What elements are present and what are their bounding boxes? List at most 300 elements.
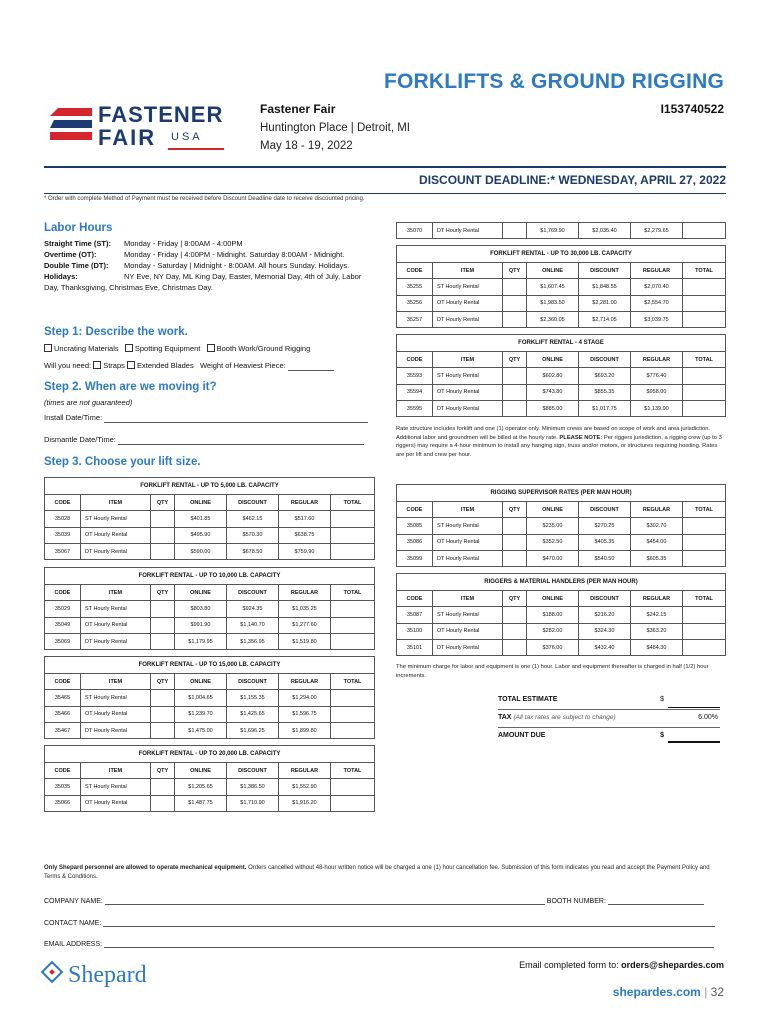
event-name: Fastener Fair [260, 102, 336, 116]
column-header-code: CODE [397, 263, 433, 279]
online-price: $282.00 [527, 623, 579, 639]
regular-price: $1,916.20 [279, 795, 331, 811]
column-header-online: ONLINE [175, 763, 227, 779]
column-header-online: ONLINE [175, 585, 227, 601]
regular-price: $3,039.75 [631, 311, 683, 327]
qty-field[interactable] [503, 607, 527, 623]
table-row [45, 543, 375, 559]
total-field[interactable] [683, 311, 726, 327]
dismantle-field[interactable] [118, 437, 364, 445]
table-caption-row [45, 478, 375, 495]
item-cell: DT Hourly Rental [433, 400, 503, 416]
discount-price: $924.35 [227, 601, 279, 617]
will-you-need-label: Will you need: [44, 361, 92, 370]
column-header-discount: DISCOUNT [227, 763, 279, 779]
qty-field[interactable] [151, 633, 175, 649]
operator-policy: Only Shepard personnel are allowed to operate mechanical equipment. [44, 865, 247, 871]
amount-due-field[interactable] [668, 741, 720, 743]
total-field[interactable] [331, 779, 375, 795]
item-cell: OT Hourly Rental [433, 623, 503, 639]
item-cell: ST Hourly Rental [81, 511, 151, 527]
column-header-qty: QTY [151, 763, 175, 779]
column-header-regular: REGULAR [279, 674, 331, 690]
logo-word-fastener: FASTENER [98, 102, 224, 127]
column-header-discount: DISCOUNT [227, 585, 279, 601]
qty-field[interactable] [151, 543, 175, 559]
table-row [45, 617, 375, 633]
qty-field[interactable] [503, 295, 527, 311]
contact-row [44, 919, 726, 927]
table-row [397, 279, 726, 295]
total-field[interactable] [683, 368, 726, 384]
ot-text: Monday - Friday | 4:00PM - Midnight. Saturday 8:00AM - Midnight. [124, 250, 345, 259]
discount-price: $270.25 [579, 518, 631, 534]
column-header-code: CODE [45, 674, 81, 690]
online-price: $1,983.50 [527, 295, 579, 311]
table-row [397, 518, 726, 534]
total-field[interactable] [331, 795, 375, 811]
item-cell: ST Hourly Rental [81, 779, 151, 795]
code-cell: 35066 [45, 795, 81, 811]
table-forklift-20000 [44, 745, 375, 812]
amount-due-row [498, 732, 720, 746]
total-field[interactable] [683, 295, 726, 311]
table-caption: FORKLIFT RENTAL - UP TO 15,000 LB. CAPACITY [45, 657, 375, 674]
column-header-total: TOTAL [331, 763, 375, 779]
regular-price: $776.40 [631, 368, 683, 384]
total-field[interactable] [683, 550, 726, 566]
discount-price: $540.50 [579, 550, 631, 566]
regular-price: $1,552.90 [279, 779, 331, 795]
table-row [397, 534, 726, 550]
column-header-online: ONLINE [527, 263, 579, 279]
column-header-item: ITEM [433, 263, 503, 279]
site-link[interactable]: shepardes.com [612, 985, 701, 999]
online-price: $401.85 [175, 511, 227, 527]
online-price: $470.00 [527, 550, 579, 566]
table-header-row [45, 674, 375, 690]
booth-work-label: Booth Work/Ground Rigging [216, 344, 311, 353]
column-header-total: TOTAL [331, 495, 375, 511]
item-cell: OT Hourly Rental [433, 534, 503, 550]
online-price: $495.90 [175, 527, 227, 543]
table-header-row [397, 263, 726, 279]
online-price: $743.80 [527, 384, 579, 400]
event-id: I153740522 [660, 102, 724, 116]
total-field[interactable] [683, 223, 726, 239]
table-forklift-20000-continued [396, 222, 726, 239]
regular-price: $958.00 [631, 384, 683, 400]
column-header-discount: DISCOUNT [579, 352, 631, 368]
total-field[interactable] [331, 633, 375, 649]
dt-text: Monday - Saturday | Midnight - 8:00AM. All hours Sunday. Holidays. [124, 261, 350, 270]
regular-price: $363.20 [631, 623, 683, 639]
online-price: $235.00 [527, 518, 579, 534]
regular-price: $1,519.80 [279, 633, 331, 649]
table-row [397, 384, 726, 400]
column-header-total: TOTAL [683, 352, 726, 368]
code-cell: 35029 [45, 601, 81, 617]
step3-heading: Step 3. Choose your lift size. [44, 456, 201, 468]
code-cell: 35087 [397, 607, 433, 623]
tax-row [498, 714, 720, 728]
table-row [397, 639, 726, 655]
contact-field[interactable] [103, 919, 715, 927]
table-row [45, 527, 375, 543]
table-rigging-supervisor [396, 484, 726, 567]
code-cell: 35466 [45, 706, 81, 722]
discount-price: $855.35 [579, 384, 631, 400]
table-row [397, 368, 726, 384]
item-cell: ST Hourly Rental [81, 690, 151, 706]
table-header-row [45, 763, 375, 779]
code-cell: 35256 [397, 295, 433, 311]
table-caption-row [45, 568, 375, 585]
online-price: $1,475.00 [175, 722, 227, 738]
email-row [44, 940, 726, 948]
online-price: $602.80 [527, 368, 579, 384]
due-currency: $ [660, 732, 664, 739]
regular-price: $2,279.65 [631, 223, 683, 239]
table-header-row [397, 352, 726, 368]
column-header-qty: QTY [503, 352, 527, 368]
online-price: $1,607.45 [527, 279, 579, 295]
column-header-regular: REGULAR [631, 591, 683, 607]
code-cell: 35255 [397, 279, 433, 295]
discount-price: $1,386.50 [227, 779, 279, 795]
table-forklift-30000 [396, 245, 726, 328]
total-field[interactable] [683, 518, 726, 534]
table-header-row [397, 591, 726, 607]
discount-price: $1,710.90 [227, 795, 279, 811]
qty-field[interactable] [151, 511, 175, 527]
tax-note: (All tax rates are subject to change) [513, 714, 616, 721]
item-cell: OT Hourly Rental [433, 295, 503, 311]
column-header-qty: QTY [151, 585, 175, 601]
column-header-regular: REGULAR [631, 502, 683, 518]
fastener-fair-logo [48, 104, 228, 152]
code-cell: 35101 [397, 639, 433, 655]
total-field[interactable] [683, 607, 726, 623]
qty-field[interactable] [503, 550, 527, 566]
qty-field[interactable] [151, 690, 175, 706]
table-forklift-15000 [44, 656, 375, 739]
qty-field[interactable] [503, 279, 527, 295]
uncrating-checkbox[interactable] [44, 344, 52, 352]
email-instruction-text: Email completed form to: [519, 960, 619, 970]
regular-price: $1,035.25 [279, 601, 331, 617]
qty-field[interactable] [151, 617, 175, 633]
discount-deadline: DISCOUNT DEADLINE:* WEDNESDAY, APRIL 27, 2022 [419, 173, 726, 187]
column-header-qty: QTY [151, 674, 175, 690]
qty-field[interactable] [503, 311, 527, 327]
total-estimate-row [498, 696, 720, 710]
dismantle-row [44, 434, 376, 445]
rigging-note-text: Rate structure includes forklift and one (1) operator only. Minimum crews are based on scope of work and area jurisdiction. Additional labor and groundmen will be billed at the hourly rate. [396, 426, 711, 441]
table-caption-row [397, 485, 726, 502]
qty-field[interactable] [151, 795, 175, 811]
column-header-item: ITEM [433, 502, 503, 518]
total-field[interactable] [331, 527, 375, 543]
discount-price: $678.50 [227, 543, 279, 559]
qty-field[interactable] [503, 400, 527, 416]
please-note-label: PLEASE NOTE: [559, 434, 603, 441]
table-forklift-10000 [44, 567, 375, 650]
column-header-item: ITEM [433, 591, 503, 607]
column-header-total: TOTAL [683, 591, 726, 607]
table-forklift-5000 [44, 477, 375, 560]
discount-price: $693.20 [579, 368, 631, 384]
total-field[interactable] [331, 511, 375, 527]
item-cell: DT Hourly Rental [433, 550, 503, 566]
online-price: $991.90 [175, 617, 227, 633]
table-riggers-handlers [396, 573, 726, 656]
table-caption: FORKLIFT RENTAL - UP TO 30,000 LB. CAPACITY [397, 246, 726, 263]
item-cell: DT Hourly Rental [433, 639, 503, 655]
table-row [45, 601, 375, 617]
column-header-qty: QTY [503, 502, 527, 518]
contact-label: CONTACT NAME: [44, 920, 102, 927]
table-row [45, 690, 375, 706]
rigging-note [396, 425, 726, 459]
total-field[interactable] [683, 279, 726, 295]
email-field[interactable] [104, 940, 714, 948]
discount-price: $570.30 [227, 527, 279, 543]
holidays-label: Holidays: [44, 272, 78, 281]
column-header-code: CODE [45, 495, 81, 511]
code-cell: 35028 [45, 511, 81, 527]
code-cell: 35070 [397, 223, 433, 239]
minimum-charge-note: The minimum charge for labor and equipment is one (1) hour. Labor and equipment thereafter is charged in half (1/2) hour increments. [396, 664, 709, 679]
column-header-online: ONLINE [175, 495, 227, 511]
online-price: $2,360.05 [527, 311, 579, 327]
regular-price: $242.15 [631, 607, 683, 623]
discount-price: $1,356.95 [227, 633, 279, 649]
item-cell: DT Hourly Rental [81, 543, 151, 559]
qty-field[interactable] [503, 623, 527, 639]
step1-options [44, 343, 374, 354]
extended-blades-label: Extended Blades [136, 361, 194, 370]
total-estimate-field[interactable] [668, 696, 720, 708]
total-field[interactable] [331, 722, 375, 738]
qty-field[interactable] [151, 601, 175, 617]
table-caption: RIGGERS & MATERIAL HANDLERS (PER MAN HOUR) [397, 574, 726, 591]
discount-price: $1,017.75 [579, 400, 631, 416]
discount-price: $324.30 [579, 623, 631, 639]
table-row [397, 400, 726, 416]
column-header-discount: DISCOUNT [579, 263, 631, 279]
discount-price: $462.15 [227, 511, 279, 527]
total-field[interactable] [331, 617, 375, 633]
logo-underline [168, 148, 224, 150]
regular-price: $454.00 [631, 534, 683, 550]
table-caption: RIGGING SUPERVISOR RATES (PER MAN HOUR) [397, 485, 726, 502]
table-caption-row [397, 246, 726, 263]
code-cell: 35067 [45, 543, 81, 559]
item-cell: ST Hourly Rental [433, 368, 503, 384]
table-caption: FORKLIFT RENTAL - UP TO 20,000 LB. CAPACITY [45, 746, 375, 763]
item-cell: DT Hourly Rental [81, 722, 151, 738]
total-field[interactable] [331, 690, 375, 706]
code-cell: 35467 [45, 722, 81, 738]
column-header-qty: QTY [151, 495, 175, 511]
regular-price: $759.90 [279, 543, 331, 559]
spotting-checkbox[interactable] [125, 344, 133, 352]
qty-field[interactable] [503, 518, 527, 534]
column-header-total: TOTAL [331, 674, 375, 690]
booth-label: BOOTH NUMBER: [546, 898, 606, 905]
total-estimate-label: TOTAL ESTIMATE [498, 696, 558, 703]
deadline-bar [44, 166, 726, 194]
regular-price: $484.30 [631, 639, 683, 655]
column-header-item: ITEM [81, 763, 151, 779]
labor-hours-heading: Labor Hours [44, 222, 113, 234]
code-cell: 35049 [45, 617, 81, 633]
dismantle-label: Dismantle Date/Time: [44, 435, 116, 444]
code-cell: 35595 [397, 400, 433, 416]
page-title: FORKLIFTS & GROUND RIGGING [383, 70, 724, 93]
discount-price: $405.35 [579, 534, 631, 550]
qty-field[interactable] [503, 639, 527, 655]
qty-field[interactable] [503, 534, 527, 550]
email-instruction [420, 960, 724, 970]
page-number: 32 [710, 985, 724, 999]
total-currency: $ [660, 696, 664, 703]
regular-price: $1,899.80 [279, 722, 331, 738]
item-cell: ST Hourly Rental [81, 601, 151, 617]
company-label: COMPANY NAME: [44, 898, 103, 905]
orders-email[interactable]: orders@shepardes.com [621, 960, 724, 970]
step2-heading: Step 2. When are we moving it? [44, 381, 217, 393]
code-cell: 35257 [397, 311, 433, 327]
regular-price: $1,294.00 [279, 690, 331, 706]
column-header-discount: DISCOUNT [227, 495, 279, 511]
total-field[interactable] [683, 534, 726, 550]
dt-label: Double Time (DT): [44, 261, 109, 270]
discount-price: $1,425.65 [227, 706, 279, 722]
qty-field[interactable] [151, 527, 175, 543]
holidays-text: NY Eve, NY Day, ML King Day, Easter, Memorial Day, 4th of July, Labor Day, Thanksgiving, Christmas Eve, Christmas Day. [44, 272, 362, 292]
table-caption: FORKLIFT RENTAL - 4 STAGE [397, 335, 726, 352]
discount-price: $1,140.70 [227, 617, 279, 633]
column-header-total: TOTAL [683, 263, 726, 279]
regular-price: $2,554.70 [631, 295, 683, 311]
total-field[interactable] [331, 601, 375, 617]
column-header-item: ITEM [81, 495, 151, 511]
extended-blades-checkbox[interactable] [127, 361, 135, 369]
weight-field[interactable] [288, 363, 334, 371]
total-field[interactable] [683, 639, 726, 655]
total-field[interactable] [331, 706, 375, 722]
regular-price: $1,596.75 [279, 706, 331, 722]
st-label: Straight Time (ST): [44, 239, 111, 248]
item-cell: DT Hourly Rental [81, 633, 151, 649]
regular-price: $638.75 [279, 527, 331, 543]
booth-field[interactable] [608, 897, 704, 905]
total-field[interactable] [683, 400, 726, 416]
booth-work-checkbox[interactable] [207, 344, 215, 352]
qty-field[interactable] [503, 223, 527, 239]
cancellation-policy: Orders cancelled without 48-hour written notice will be charged a one (1) hour cancellation fee. Submission of this form indicates you read and accept the Payment Policy and Terms & Conditions. [44, 865, 710, 880]
regular-price: $1,277.60 [279, 617, 331, 633]
code-cell: 35099 [397, 550, 433, 566]
column-header-online: ONLINE [527, 352, 579, 368]
online-price: $590.00 [175, 543, 227, 559]
code-cell: 35594 [397, 384, 433, 400]
weight-label: Weight of Heaviest Piece: [199, 361, 286, 370]
column-header-qty: QTY [503, 263, 527, 279]
step1-needs [44, 360, 374, 371]
table-row [45, 795, 375, 811]
total-field[interactable] [683, 623, 726, 639]
uncrating-label: Uncrating Materials [54, 344, 119, 353]
discount-price: $1,155.35 [227, 690, 279, 706]
qty-field[interactable] [151, 779, 175, 795]
column-header-code: CODE [45, 585, 81, 601]
online-price: $1,239.70 [175, 706, 227, 722]
qty-field[interactable] [503, 384, 527, 400]
column-header-discount: DISCOUNT [579, 502, 631, 518]
online-price: $1,179.95 [175, 633, 227, 649]
straps-label: Straps [103, 361, 125, 370]
shepard-diamond-icon [41, 961, 64, 984]
step1-heading: Step 1: Describe the work. [44, 326, 188, 338]
regular-price: $605.35 [631, 550, 683, 566]
table-row [45, 722, 375, 738]
discount-price: $216.20 [579, 607, 631, 623]
install-field[interactable] [104, 415, 368, 423]
code-cell: 35069 [45, 633, 81, 649]
step2-subtitle: (times are not guaranteed) [44, 398, 133, 407]
discount-price: $1,848.55 [579, 279, 631, 295]
qty-field[interactable] [151, 706, 175, 722]
item-cell: OT Hourly Rental [81, 706, 151, 722]
online-price: $885.00 [527, 400, 579, 416]
regular-price: $1,139.90 [631, 400, 683, 416]
table-row [397, 223, 726, 239]
table-row [397, 607, 726, 623]
discount-price: $2,714.05 [579, 311, 631, 327]
company-field[interactable] [105, 897, 545, 905]
table-caption-row [397, 335, 726, 352]
item-cell: OT Hourly Rental [81, 795, 151, 811]
qty-field[interactable] [503, 368, 527, 384]
table-row [45, 511, 375, 527]
column-header-online: ONLINE [175, 674, 227, 690]
item-cell: OT Hourly Rental [81, 527, 151, 543]
company-booth-row [44, 897, 726, 905]
ot-label: Overtime (OT): [44, 250, 97, 259]
table-caption: FORKLIFT RENTAL - UP TO 5,000 LB. CAPACITY [45, 478, 375, 495]
straps-checkbox[interactable] [93, 361, 101, 369]
table-row [45, 706, 375, 722]
table-row [397, 550, 726, 566]
install-row [44, 412, 376, 423]
tax-rate: 6.00% [698, 714, 718, 721]
column-header-item: ITEM [81, 674, 151, 690]
table-row [397, 295, 726, 311]
total-field[interactable] [331, 543, 375, 559]
code-cell: 35100 [397, 623, 433, 639]
column-header-total: TOTAL [683, 502, 726, 518]
total-field[interactable] [683, 384, 726, 400]
qty-field[interactable] [151, 722, 175, 738]
shepard-wordmark: Shepard [68, 962, 147, 988]
table-header-row [45, 585, 375, 601]
column-header-code: CODE [397, 502, 433, 518]
amount-due-label: AMOUNT DUE [498, 732, 546, 739]
column-header-item: ITEM [433, 352, 503, 368]
